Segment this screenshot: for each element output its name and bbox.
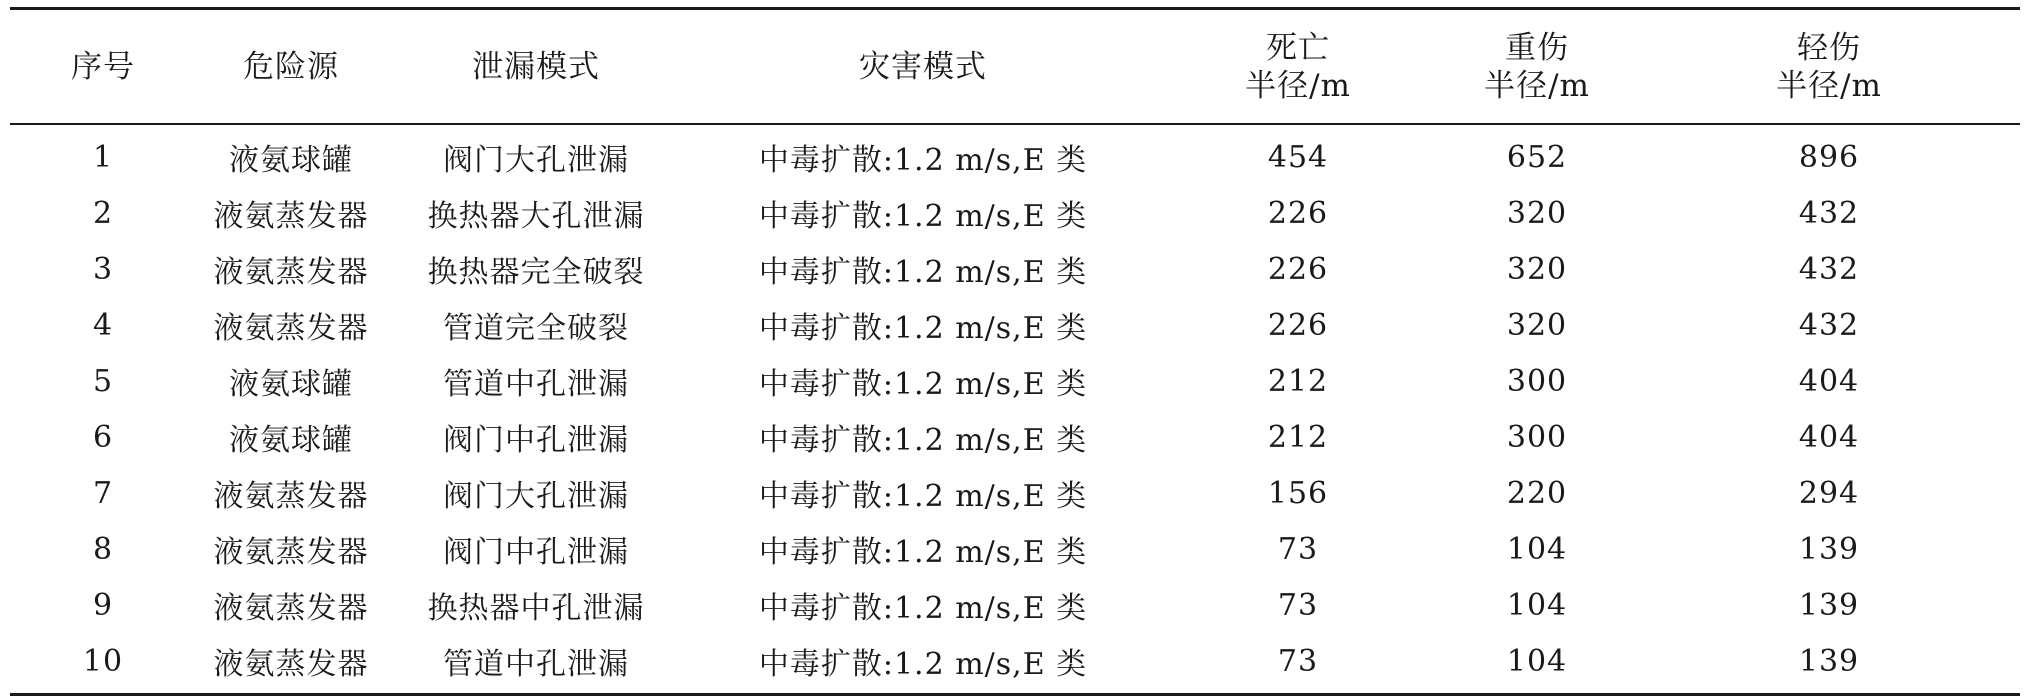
cell-index: 5 bbox=[92, 363, 114, 399]
cell-disaster-mode: 中毒扩散:1.2 m/s,E 类 bbox=[758, 423, 1088, 458]
cell-light-radius: 139 bbox=[1798, 587, 1860, 623]
cell-severe-radius: 104 bbox=[1506, 643, 1568, 679]
table-row bbox=[10, 521, 2020, 577]
cell-source: 液氨蒸发器 bbox=[213, 199, 369, 234]
cell-disaster-mode: 中毒扩散:1.2 m/s,E 类 bbox=[758, 311, 1088, 346]
table-row bbox=[10, 124, 2020, 185]
cell-index: 10 bbox=[82, 643, 124, 679]
header-row bbox=[10, 9, 2020, 125]
cell-leak-mode: 管道中孔泄漏 bbox=[443, 367, 629, 402]
cell-source: 液氨蒸发器 bbox=[213, 591, 369, 626]
table-body bbox=[10, 124, 2020, 695]
cell-severe-radius: 320 bbox=[1506, 307, 1568, 343]
cell-death-radius: 454 bbox=[1267, 139, 1329, 175]
cell-severe-radius: 300 bbox=[1506, 419, 1568, 455]
cell-source: 液氨蒸发器 bbox=[213, 311, 369, 346]
cell-light-radius: 139 bbox=[1798, 643, 1860, 679]
cell-disaster-mode: 中毒扩散:1.2 m/s,E 类 bbox=[758, 199, 1088, 234]
cell-index: 7 bbox=[92, 475, 114, 511]
cell-light-radius: 896 bbox=[1798, 139, 1860, 175]
cell-light-radius: 139 bbox=[1798, 531, 1860, 567]
cell-leak-mode: 换热器完全破裂 bbox=[427, 255, 645, 290]
header-leak-mode: 泄漏模式 bbox=[472, 48, 600, 85]
cell-death-radius: 226 bbox=[1267, 195, 1329, 231]
cell-index: 3 bbox=[92, 251, 114, 287]
cell-death-radius: 73 bbox=[1277, 531, 1319, 567]
cell-death-radius: 212 bbox=[1267, 419, 1329, 455]
cell-leak-mode: 管道完全破裂 bbox=[443, 311, 629, 346]
cell-source: 液氨球罐 bbox=[229, 423, 353, 458]
header-source: 危险源 bbox=[243, 48, 339, 85]
table-row bbox=[10, 633, 2020, 695]
cell-light-radius: 404 bbox=[1798, 419, 1860, 455]
cell-light-radius: 432 bbox=[1798, 307, 1860, 343]
cell-death-radius: 156 bbox=[1267, 475, 1329, 511]
header-light-line1: 轻伤 bbox=[1797, 29, 1861, 66]
cell-index: 8 bbox=[92, 531, 114, 567]
cell-source: 液氨球罐 bbox=[229, 143, 353, 178]
cell-severe-radius: 652 bbox=[1506, 139, 1568, 175]
cell-leak-mode: 阀门中孔泄漏 bbox=[443, 423, 629, 458]
cell-light-radius: 432 bbox=[1798, 251, 1860, 287]
cell-leak-mode: 阀门大孔泄漏 bbox=[443, 143, 629, 178]
cell-leak-mode: 阀门大孔泄漏 bbox=[443, 479, 629, 514]
table-row bbox=[10, 577, 2020, 633]
header-severe-line2: 半径/m bbox=[1484, 67, 1590, 104]
cell-index: 4 bbox=[92, 307, 114, 343]
cell-leak-mode: 管道中孔泄漏 bbox=[443, 647, 629, 682]
table-header bbox=[10, 9, 2020, 125]
header-death-line2: 半径/m bbox=[1245, 67, 1351, 104]
cell-disaster-mode: 中毒扩散:1.2 m/s,E 类 bbox=[758, 143, 1088, 178]
cell-source: 液氨蒸发器 bbox=[213, 479, 369, 514]
table-row bbox=[10, 241, 2020, 297]
cell-disaster-mode: 中毒扩散:1.2 m/s,E 类 bbox=[758, 647, 1088, 682]
cell-disaster-mode: 中毒扩散:1.2 m/s,E 类 bbox=[758, 255, 1088, 290]
header-light-radius bbox=[1638, 9, 2020, 125]
cell-death-radius: 73 bbox=[1277, 643, 1319, 679]
cell-death-radius: 226 bbox=[1267, 307, 1329, 343]
accident-consequence-table bbox=[10, 7, 2020, 696]
table-row bbox=[10, 409, 2020, 465]
table-row bbox=[10, 465, 2020, 521]
cell-disaster-mode: 中毒扩散:1.2 m/s,E 类 bbox=[758, 591, 1088, 626]
cell-leak-mode: 换热器大孔泄漏 bbox=[427, 199, 645, 234]
table-row bbox=[10, 185, 2020, 241]
cell-source: 液氨球罐 bbox=[229, 367, 353, 402]
cell-index: 6 bbox=[92, 419, 114, 455]
table-row bbox=[10, 353, 2020, 409]
table-row bbox=[10, 297, 2020, 353]
cell-severe-radius: 104 bbox=[1506, 531, 1568, 567]
cell-severe-radius: 320 bbox=[1506, 251, 1568, 287]
results-table-container bbox=[10, 7, 2020, 696]
cell-leak-mode: 阀门中孔泄漏 bbox=[443, 535, 629, 570]
cell-disaster-mode: 中毒扩散:1.2 m/s,E 类 bbox=[758, 535, 1088, 570]
cell-index: 9 bbox=[92, 587, 114, 623]
header-death-line1: 死亡 bbox=[1266, 29, 1330, 66]
cell-source: 液氨蒸发器 bbox=[213, 647, 369, 682]
header-severe-line1: 重伤 bbox=[1505, 29, 1569, 66]
header-disaster-mode: 灾害模式 bbox=[859, 48, 987, 85]
cell-death-radius: 226 bbox=[1267, 251, 1329, 287]
header-light-line2: 半径/m bbox=[1776, 67, 1882, 104]
cell-death-radius: 212 bbox=[1267, 363, 1329, 399]
cell-death-radius: 73 bbox=[1277, 587, 1319, 623]
cell-leak-mode: 换热器中孔泄漏 bbox=[427, 591, 645, 626]
cell-severe-radius: 220 bbox=[1506, 475, 1568, 511]
cell-disaster-mode: 中毒扩散:1.2 m/s,E 类 bbox=[758, 479, 1088, 514]
cell-disaster-mode: 中毒扩散:1.2 m/s,E 类 bbox=[758, 367, 1088, 402]
cell-light-radius: 294 bbox=[1798, 475, 1860, 511]
header-severe-radius bbox=[1436, 9, 1638, 125]
cell-light-radius: 404 bbox=[1798, 363, 1860, 399]
cell-light-radius: 432 bbox=[1798, 195, 1860, 231]
cell-index: 1 bbox=[92, 139, 114, 175]
cell-severe-radius: 320 bbox=[1506, 195, 1568, 231]
cell-severe-radius: 104 bbox=[1506, 587, 1568, 623]
cell-index: 2 bbox=[92, 195, 114, 231]
cell-source: 液氨蒸发器 bbox=[213, 535, 369, 570]
header-death-radius bbox=[1160, 9, 1436, 125]
cell-source: 液氨蒸发器 bbox=[213, 255, 369, 290]
header-index: 序号 bbox=[71, 48, 135, 85]
cell-severe-radius: 300 bbox=[1506, 363, 1568, 399]
